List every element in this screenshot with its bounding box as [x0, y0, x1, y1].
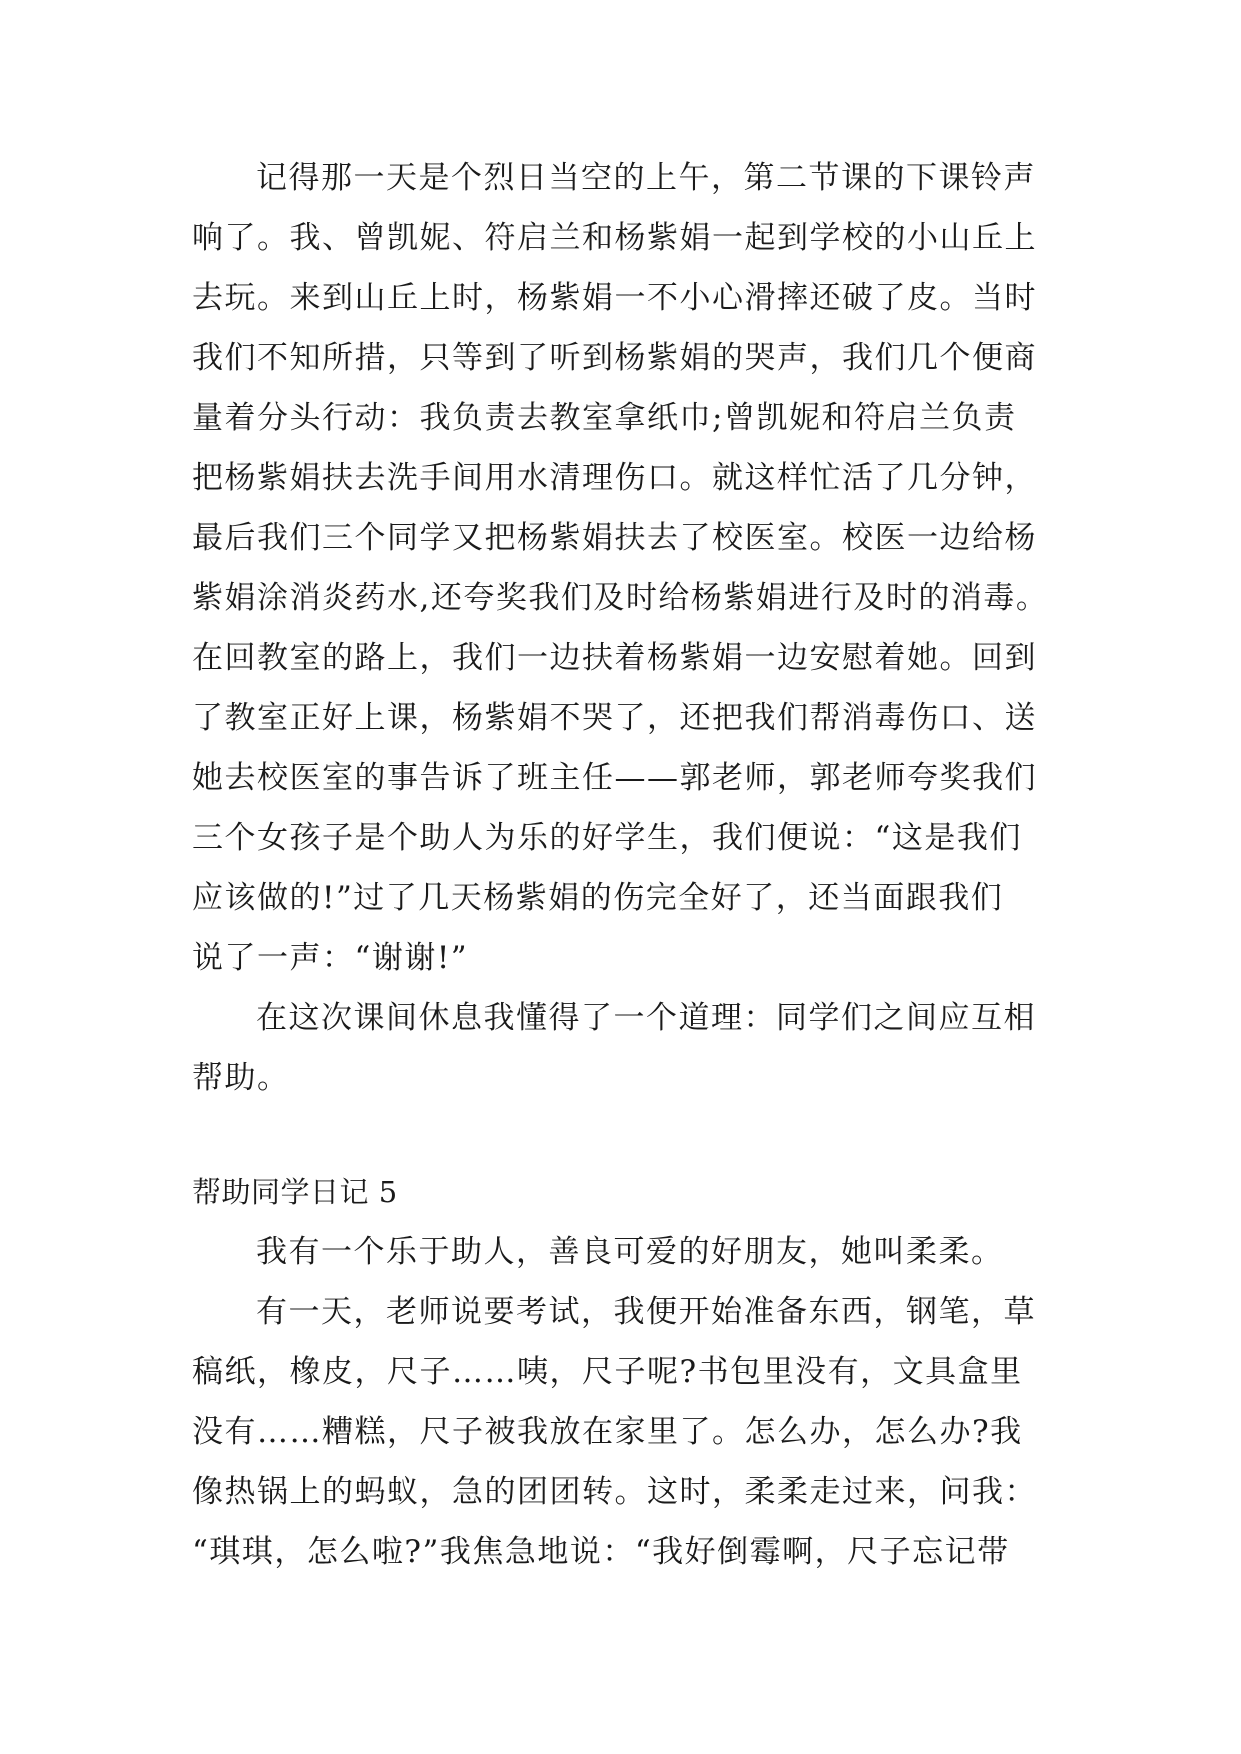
paragraph-1-line-6: 把杨紫娟扶去洗手间用水清理伤口。就这样忙活了几分钟， [192, 460, 1037, 496]
paragraph-4-line-1: 有一天，老师说要考试，我便开始准备东西，钢笔，草 [256, 1294, 1036, 1330]
paragraph-1-line-12: 三个女孩子是个助人为乐的好学生，我们便说：“这是我们 [192, 820, 1022, 856]
paragraph-1-line-9: 在回教室的路上，我们一边扶着杨紫娟一边安慰着她。回到 [192, 640, 1037, 676]
paragraph-4-line-5: “琪琪，怎么啦?”我焦急地说：“我好倒霉啊，尺子忘记带 [192, 1534, 1010, 1570]
paragraph-1-line-11: 她去校医室的事告诉了班主任——郭老师，郭老师夸奖我们 [192, 760, 1037, 796]
paragraph-4-line-4: 像热锅上的蚂蚁，急的团团转。这时，柔柔走过来，问我： [192, 1474, 1037, 1510]
paragraph-1-line-14: 说了一声：“谢谢!” [192, 940, 469, 976]
paragraph-1-line-7: 最后我们三个同学又把杨紫娟扶去了校医室。校医一边给杨 [192, 520, 1037, 556]
paragraph-4-line-2: 稿纸，橡皮，尺子……咦，尺子呢?书包里没有，文具盒里 [192, 1354, 1023, 1390]
paragraph-1-line-13: 应该做的!”过了几天杨紫娟的伤完全好了，还当面跟我们 [192, 880, 1004, 916]
paragraph-1-line-4: 我们不知所措，只等到了听到杨紫娟的哭声，我们几个便商 [192, 340, 1037, 376]
paragraph-1-line-8: 紫娟涂消炎药水,还夸奖我们及时给杨紫娟进行及时的消毒。 [192, 580, 1049, 616]
paragraph-1-line-10: 了教室正好上课，杨紫娟不哭了，还把我们帮消毒伤口、送 [192, 700, 1037, 736]
paragraph-1-line-2: 响了。我、曾凯妮、符启兰和杨紫娟一起到学校的小山丘上 [192, 220, 1037, 256]
paragraph-2-line-2: 帮助。 [192, 1060, 290, 1096]
paragraph-1-line-3: 去玩。来到山丘上时，杨紫娟一不小心滑摔还破了皮。当时 [192, 280, 1037, 316]
paragraph-1-line-5: 量着分头行动：我负责去教室拿纸巾;曾凯妮和符启兰负责 [192, 400, 1017, 436]
paragraph-3-line-1: 我有一个乐于助人，善良可爱的好朋友，她叫柔柔。 [256, 1234, 1004, 1270]
paragraph-4-line-3: 没有……糟糕，尺子被我放在家里了。怎么办，怎么办?我 [192, 1414, 1023, 1450]
paragraph-2-line-1: 在这次课间休息我懂得了一个道理：同学们之间应互相 [256, 1000, 1036, 1036]
section-heading: 帮助同学日记 5 [192, 1175, 398, 1209]
paragraph-1-line-1: 记得那一天是个烈日当空的上午，第二节课的下课铃声 [256, 160, 1036, 196]
